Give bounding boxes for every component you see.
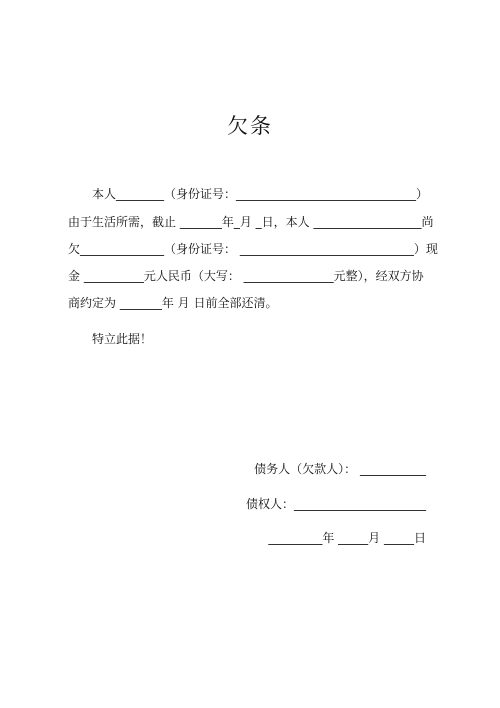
creditor-signature-line: 债权人：______________________ bbox=[245, 497, 426, 511]
body-line-3: 欠______________（身份证号： _____________________________）现 bbox=[68, 242, 438, 256]
document-title: 欠条 bbox=[227, 114, 273, 138]
debtor-signature-line: 债务人（欠款人）： ___________ bbox=[254, 462, 426, 476]
body-line-5: 商约定为 _______年 月 日前全部还清。 bbox=[68, 296, 278, 310]
body-line-2: 由于生活所需，截止 _______年_月 _日，本人 __________________尚 bbox=[68, 215, 434, 229]
body-line-1: 本人________（身份证号：______________________________） bbox=[68, 187, 429, 201]
date-line: _________年 _____月 _____日 bbox=[268, 531, 426, 545]
closing-statement: 特立此据！ bbox=[68, 332, 153, 346]
body-line-4: 金 __________元人民币（大写： _______________元整），经双方协 bbox=[68, 269, 424, 283]
